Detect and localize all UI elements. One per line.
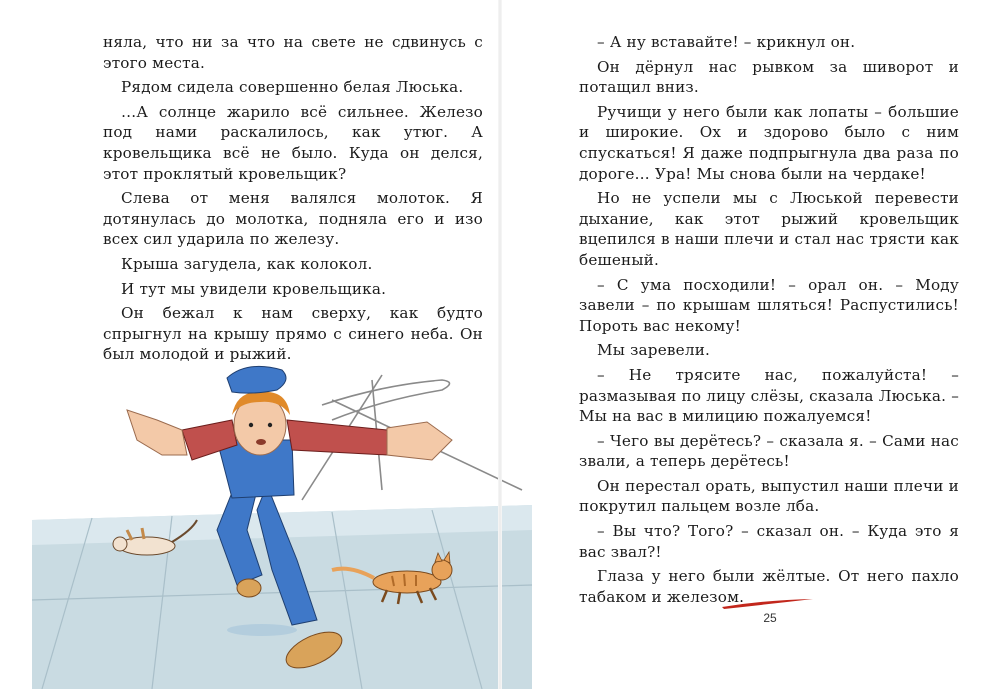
paragraph: Он дёрнул нас рывком за шиворот и потащил вниз.	[579, 57, 959, 97]
paragraph: Крыша загудела, как колокол.	[121, 254, 373, 273]
right-page-text	[579, 32, 959, 611]
paragraph: Рядом сидела совершенно белая Люська.	[121, 78, 464, 97]
paragraph: Мы заревели.	[597, 341, 711, 360]
paragraph: Но не успели мы с Люськой перевести дыхание, как этот рыжий кровельщик вцепился в наши плечи и стал нас трясти как бешеный.	[579, 189, 959, 269]
paragraph: Слева от меня валялся молоток. Я дотянулась до молотка, подняла его и изо всех сил ударила по железу.	[103, 189, 483, 249]
paragraph: – Вы что? Того? – сказал он. – Куда это я вас звал?!	[579, 522, 959, 561]
left-page	[0, 0, 500, 689]
page-number-ornament	[720, 596, 815, 610]
paragraph: Глаза у него были жёлтые. От него пахло табаком и железом.	[579, 567, 959, 606]
paragraph: – Чего вы дерётесь? – сказала я. – Сами нас звали, а теперь дерётесь!	[579, 431, 959, 471]
paragraph: …А солнце жарило всё сильнее. Железо под нами раскалилось, как утюг. А кровельщика всё не было. Куда он делся, этот проклятый кровельщик?	[103, 102, 483, 183]
paragraph: – А ну вставайте! – крикнул он.	[597, 33, 856, 51]
page-number: 25	[763, 611, 777, 625]
roofer-illustration	[32, 360, 532, 689]
paragraph: – Не трясите нас, пожалуйста! – размазывая по лицу слёзы, сказала Люська. – Мы на вас в милицию пожалуемся!	[579, 365, 959, 426]
paragraph: И тут мы увидели кровельщика.	[121, 279, 387, 298]
paragraph: Ручищи у него были как лопаты – большие и широкие. Ох и здорово было с ним спускаться! Я даже подпрыгнула два раза по дороге… Ура! Мы снова были на чердаке!	[579, 102, 959, 183]
paragraph: Он бежал к нам сверху, как будто спрыгнул на крышу прямо с синего неба. Он был молодой и рыжий.	[103, 304, 483, 364]
paragraph: няла, что ни за что на свете не сдвинусь с этого места.	[103, 33, 483, 72]
paragraph: Он перестал орать, выпустил наши плечи и покрутил пальцем возле лба.	[579, 476, 959, 516]
right-page	[500, 0, 1001, 689]
left-page-text	[103, 32, 483, 369]
paragraph: – С ума посходили! – орал он. – Моду завели – по крышам шляться! Распустились! Пороть вас некому!	[579, 275, 959, 335]
